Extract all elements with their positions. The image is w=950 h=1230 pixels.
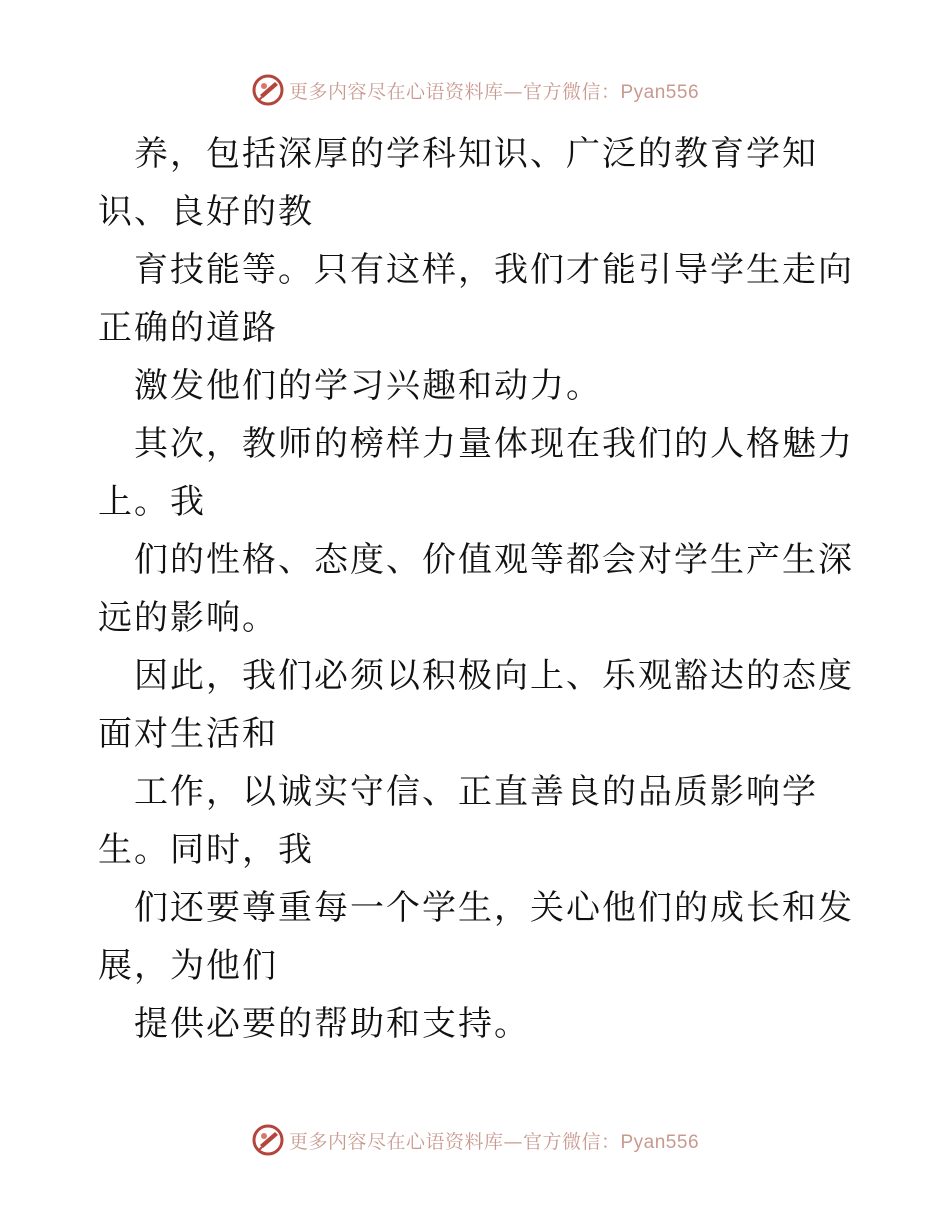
banner-text <box>289 1127 699 1154</box>
paragraph: 们的性格、态度、价值观等都会对学生产生深远的影响。 <box>98 540 854 638</box>
banner-wechat-id: Pyan556 <box>620 81 700 103</box>
paragraph: 提供必要的帮助和支持。 <box>134 1004 530 1044</box>
paragraph: 工作，以诚实守信、正直善良的品质影响学生。同时，我 <box>98 772 818 870</box>
header-banner <box>0 70 950 110</box>
banner-text <box>289 77 699 104</box>
paragraph: 们还要尊重每一个学生，关心他们的成长和发展，为他们 <box>98 888 854 986</box>
footer-banner <box>0 1120 950 1160</box>
paragraph: 因此，我们必须以积极向上、乐观豁达的态度面对生活和 <box>98 656 854 754</box>
banner-slogan: 更多内容尽在心语资料库—官方微信： <box>288 80 621 103</box>
banner-wechat-id: Pyan556 <box>620 1131 700 1153</box>
paragraph: 育技能等。只有这样，我们才能引导学生走向正确的道路 <box>98 250 854 348</box>
paragraph: 其次，教师的榜样力量体现在我们的人格魅力上。我 <box>98 424 854 522</box>
brand-logo-icon <box>251 1123 285 1157</box>
brand-logo-icon <box>251 73 285 107</box>
paragraph: 激发他们的学习兴趣和动力。 <box>134 366 602 406</box>
document-body <box>98 125 868 1053</box>
banner-slogan: 更多内容尽在心语资料库—官方微信： <box>288 1130 621 1153</box>
paragraph: 养，包括深厚的学科知识、广泛的教育学知识、良好的教 <box>98 134 818 232</box>
